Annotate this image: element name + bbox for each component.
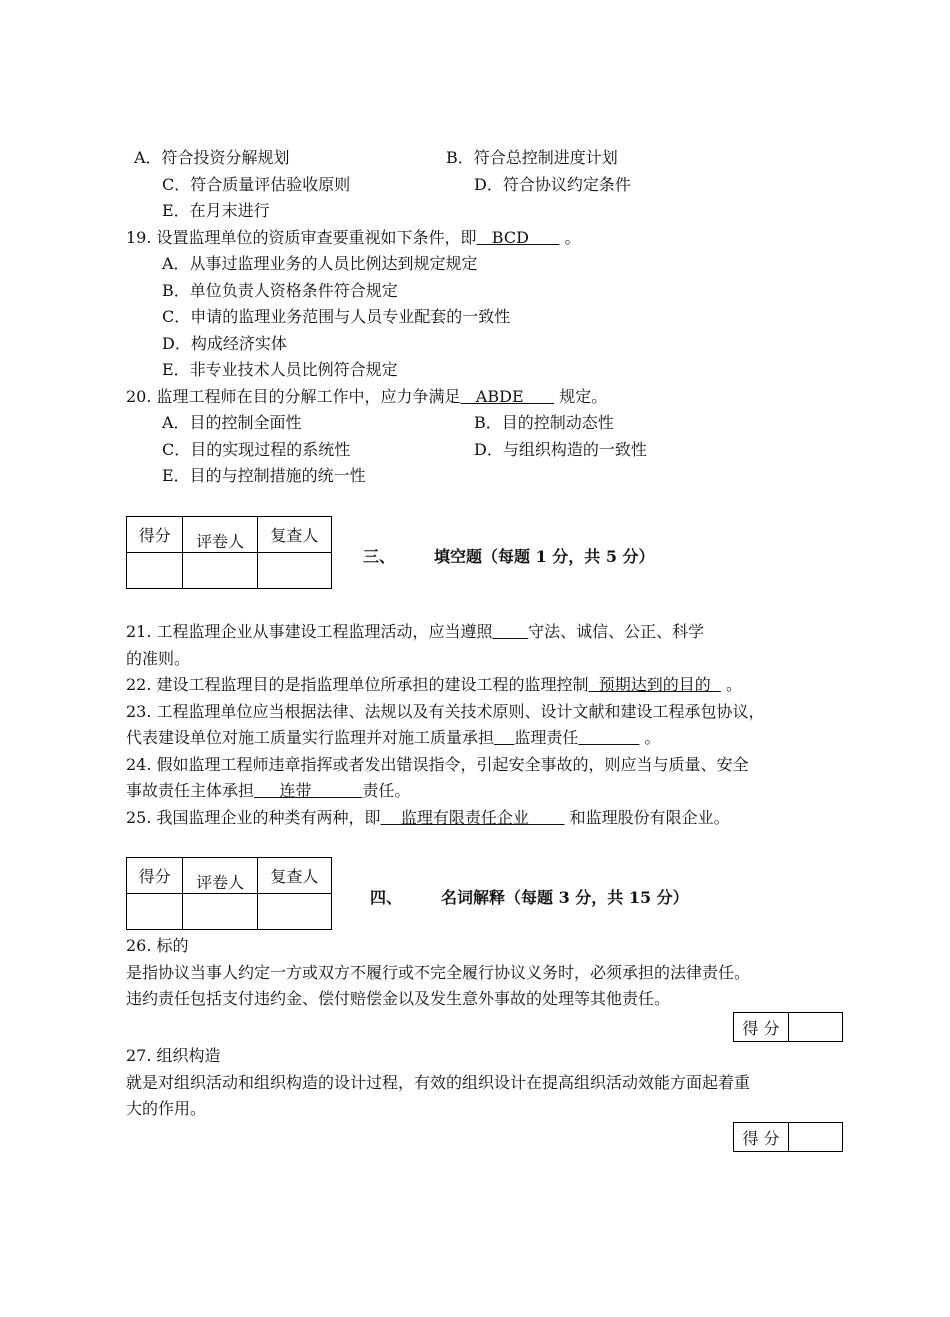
score-box-cell (789, 1013, 843, 1042)
q20-option-e: E．目的与控制措施的统一性 (162, 466, 366, 485)
q27-line2: 大的作用。 (126, 1099, 207, 1118)
q24-line1: 24. 假如监理工程师违章指挥或者发出错误指令，引起安全事故的，则应当与质量、安全 (126, 755, 749, 774)
q19-option-a: A．从事过监理业务的人员比例达到规定规定 (162, 254, 478, 273)
q19-option-c: C．申请的监理业务范围与人员专业配套的一致性 (162, 307, 511, 326)
score-box-cell (789, 1123, 843, 1152)
q20-option-c: C．目的实现过程的系统性 (162, 440, 351, 459)
q27-line1: 就是对组织活动和组织构造的设计过程，有效的组织设计在提高组织活动效能方面起着重 (126, 1073, 751, 1092)
reviewer-header: 复查人 (257, 517, 331, 553)
q23-line1: 23. 工程监理单位应当根据法律、法规以及有关技术原则、设计文献和建设工程承包协议， (126, 702, 765, 721)
score-box-label: 得 分 (734, 1013, 789, 1042)
q27-title: 27. 组织构造 (126, 1046, 221, 1065)
q22-answer: 预期达到的目的 (588, 675, 721, 694)
section3-number: 三、 (363, 547, 396, 566)
section4-number: 四、 (370, 888, 403, 907)
q22-line: 22. 建设工程监理目的是指监理单位所承担的建设工程的监理控制 预期达到的目的 。 (126, 675, 742, 694)
grader-header: 评卷人 (183, 858, 257, 894)
q21-line1: 21. 工程监理企业从事建设工程监理活动，应当遵照 守法、诚信、公正、科学 (126, 622, 705, 641)
q19-option-e: E．非专业技术人员比例符合规定 (162, 360, 398, 379)
q21-line2: 的准则。 (126, 649, 191, 668)
q18-option-c: C．符合质量评估验收原则 (162, 175, 351, 194)
score-cell (127, 894, 183, 930)
section3-title: 填空题（每题 1 分，共 5 分） (434, 547, 655, 566)
q18-option-a: A．符合投资分解规划 (134, 148, 290, 167)
q24-line2: 事故责任主体承担 连带 责任。 (126, 781, 411, 800)
q19-option-d: D．构成经济实体 (162, 334, 287, 353)
q18-option-b: B．符合总控制进度计划 (446, 148, 618, 167)
q27-score-box (733, 1122, 843, 1152)
score-cell (127, 553, 183, 589)
q26-score-box (733, 1012, 843, 1042)
q20-option-d: D．与组织构造的一致性 (474, 440, 647, 459)
grader-cell (183, 553, 257, 589)
q25-answer: 监理有限责任企业 (380, 808, 565, 827)
q20-stem: 20. 监理工程师在目的分解工作中，应力争满足 ABDE 规定。 (126, 387, 608, 406)
q20-answer: ABDE (460, 387, 555, 406)
section4-title: 名词解释（每题 3 分，共 15 分） (441, 888, 689, 907)
q18-option-d: D．符合协议约定条件 (474, 175, 631, 194)
score-table-section4 (126, 857, 332, 930)
q20-option-b: B．目的控制动态性 (474, 413, 614, 432)
q25-line: 25. 我国监理企业的种类有两种，即 监理有限责任企业 和监理股份有限企业。 (126, 808, 730, 827)
score-header: 得分 (127, 517, 183, 553)
reviewer-cell (257, 553, 331, 589)
score-table-section3 (126, 516, 332, 589)
score-box-label: 得 分 (734, 1123, 789, 1152)
q24-answer: 连带 (254, 781, 363, 800)
q19-option-b: B．单位负责人资格条件符合规定 (162, 281, 398, 300)
q19-answer: BCD (476, 228, 560, 247)
reviewer-cell (257, 894, 331, 930)
q19-stem: 19. 设置监理单位的资质审查要重视如下条件，即 BCD 。 (126, 228, 581, 247)
grader-cell (183, 894, 257, 930)
q21-blank (493, 622, 529, 641)
q20-option-a: A．目的控制全面性 (162, 413, 302, 432)
q23-line2: 代表建设单位对施工质量实行监理并对施工质量承担 监理责任 。 (126, 728, 661, 747)
grader-header: 评卷人 (183, 517, 257, 553)
q26-title: 26. 标的 (126, 936, 189, 955)
q23-blank2 (578, 728, 639, 747)
q18-option-e: E．在月末进行 (162, 201, 270, 220)
q23-blank1 (494, 728, 514, 747)
q26-line2: 违约责任包括支付违约金、偿付赔偿金以及发生意外事故的处理等其他责任。 (126, 989, 671, 1008)
score-header: 得分 (127, 858, 183, 894)
q26-line1: 是指协议当事人约定一方或双方不履行或不完全履行协议义务时，必须承担的法律责任。 (126, 963, 751, 982)
reviewer-header: 复查人 (257, 858, 331, 894)
